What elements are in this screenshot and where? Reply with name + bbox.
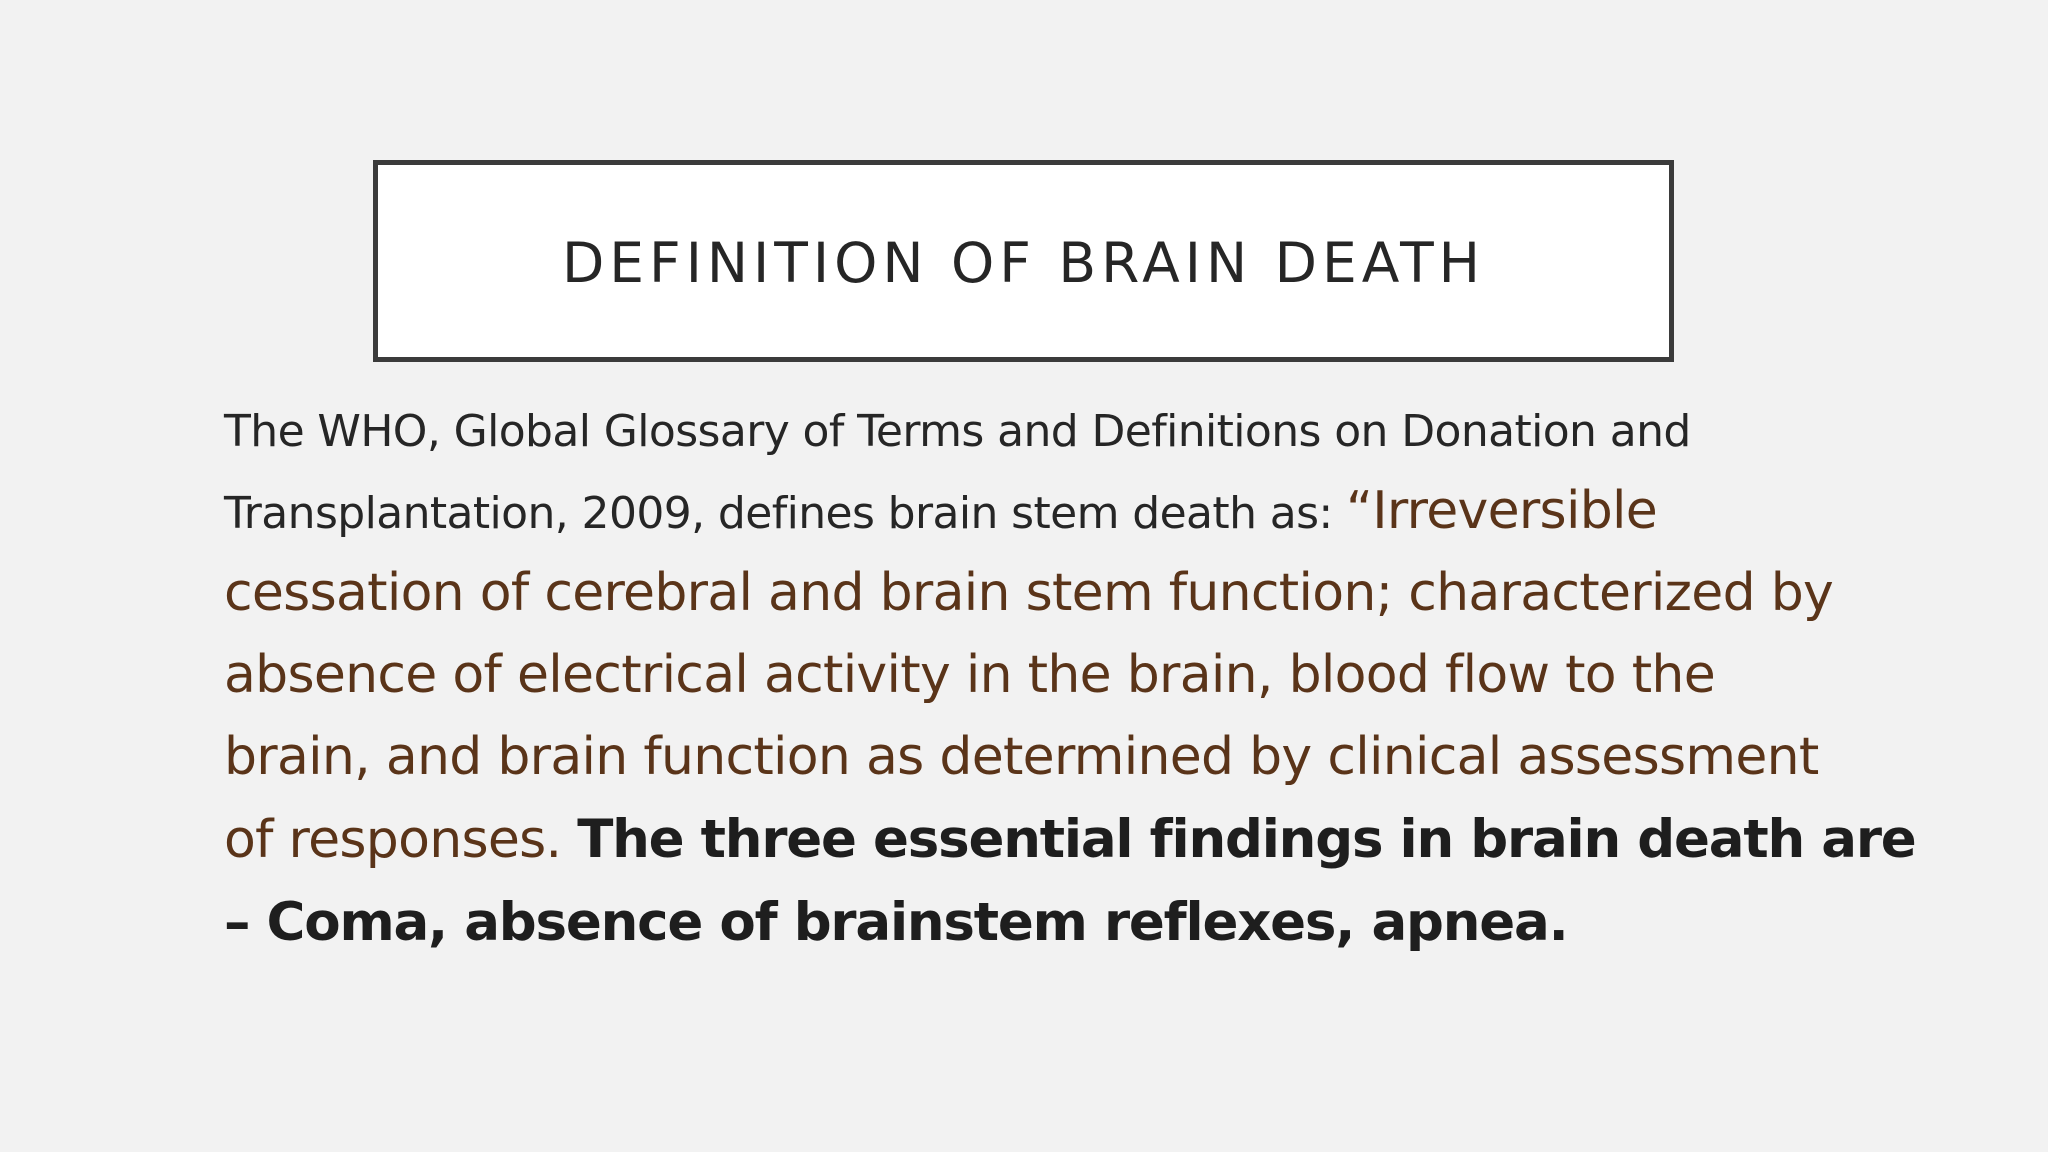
- definition-quote-5: brain, and brain function as determined by clinical assessment: [224, 727, 1819, 787]
- body-line-5: [224, 722, 1904, 804]
- definition-quote-3: cessation of cerebral and brain stem function; characterized by: [224, 563, 1834, 623]
- definition-quote-end: of responses.: [224, 810, 578, 870]
- body-line-2: [224, 476, 1904, 558]
- definition-quote-start: “Irreversible: [1346, 481, 1658, 541]
- body-line-4: [224, 640, 1904, 722]
- body-line-7: [224, 887, 1904, 970]
- body-line-1: [224, 396, 1904, 476]
- intro-text-2: Transplantation, 2009, defines brain stem death as:: [224, 488, 1347, 539]
- intro-text-1: The WHO, Global Glossary of Terms and Definitions on Donation and: [224, 406, 1691, 457]
- essential-findings-text: The three essential findings in brain death are: [577, 809, 1916, 870]
- body-text: [224, 396, 1916, 970]
- title-box: [373, 160, 1674, 362]
- slide-title: DEFINITION OF BRAIN DEATH: [561, 231, 1486, 295]
- essential-findings-list: – Coma, absence of brainstem reflexes, apnea.: [224, 892, 1568, 953]
- body-line-3: [224, 558, 1904, 640]
- definition-quote-4: absence of electrical activity in the brain, blood flow to the: [224, 645, 1715, 705]
- body-line-6: [224, 804, 1916, 887]
